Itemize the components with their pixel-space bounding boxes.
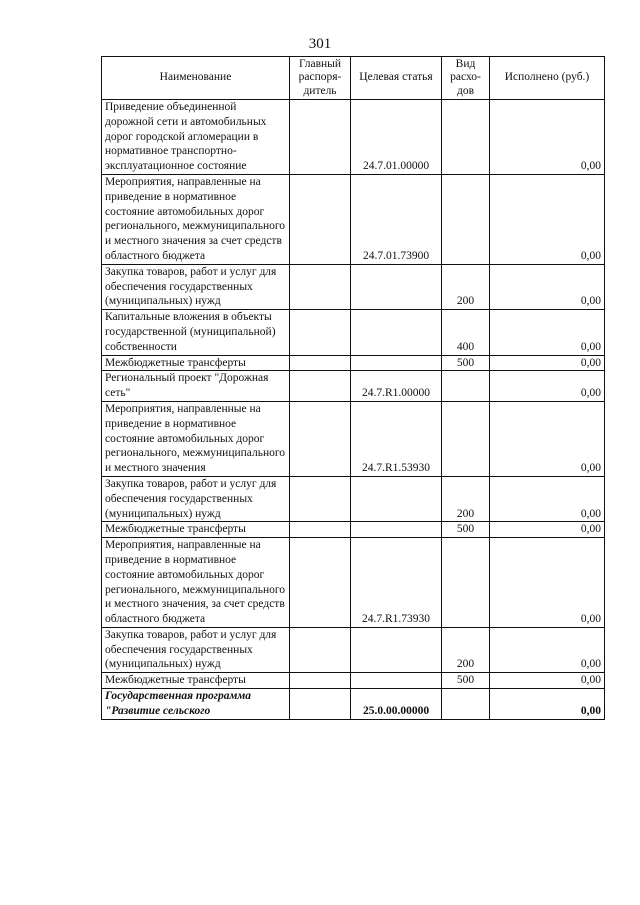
row-main-manager-cell (290, 538, 351, 628)
budget-table (101, 56, 605, 720)
row-executed-cell: 0,00 (490, 476, 605, 521)
row-target-article-cell (351, 264, 442, 309)
row-executed-cell: 0,00 (490, 522, 605, 538)
row-name-cell: Межбюджетные трансферты (102, 355, 290, 371)
row-expense-type-cell (442, 538, 490, 628)
row-name-cell: Закупка товаров, работ и услуг для обеспечения государственных (муниципальных) нужд (102, 627, 290, 672)
table-header (102, 57, 605, 100)
row-expense-type-cell (442, 100, 490, 175)
table-row (102, 100, 605, 175)
row-executed-cell: 0,00 (490, 673, 605, 689)
row-name-cell: Межбюджетные трансферты (102, 522, 290, 538)
row-name-cell: Мероприятия, направленные на приведение в нормативное состояние автомобильных дорог регионального, межмуниципального и местного значения, за счет средств областного бюджета (102, 538, 290, 628)
row-target-article-cell (351, 522, 442, 538)
row-target-article-cell: 24.7.R1.53930 (351, 401, 442, 476)
row-executed-cell: 0,00 (490, 355, 605, 371)
table-body (102, 100, 605, 720)
table-row (102, 355, 605, 371)
row-name-cell: Региональный проект "Дорожная сеть" (102, 371, 290, 402)
table-row (102, 689, 605, 720)
table-row (102, 476, 605, 521)
row-target-article-cell (351, 627, 442, 672)
row-target-article-cell (351, 355, 442, 371)
row-target-article-cell: 24.7.01.00000 (351, 100, 442, 175)
header-target-article: Целевая статья (351, 57, 442, 100)
row-main-manager-cell (290, 673, 351, 689)
row-target-article-cell: 24.7.R1.00000 (351, 371, 442, 402)
row-target-article-cell (351, 673, 442, 689)
table-row (102, 522, 605, 538)
row-executed-cell: 0,00 (490, 100, 605, 175)
header-executed: Исполнено (руб.) (490, 57, 605, 100)
row-name-cell: Закупка товаров, работ и услуг для обеспечения государственных (муниципальных) нужд (102, 264, 290, 309)
row-expense-type-cell: 400 (442, 310, 490, 355)
row-expense-type-cell: 500 (442, 522, 490, 538)
row-main-manager-cell (290, 401, 351, 476)
row-executed-cell: 0,00 (490, 174, 605, 264)
row-name-cell: Мероприятия, направленные на приведение в нормативное состояние автомобильных дорог регионального, межмуниципального и местного значения (102, 401, 290, 476)
row-expense-type-cell (442, 689, 490, 720)
row-target-article-cell (351, 476, 442, 521)
row-target-article-cell: 24.7.R1.73930 (351, 538, 442, 628)
row-executed-cell: 0,00 (490, 627, 605, 672)
row-main-manager-cell (290, 522, 351, 538)
row-main-manager-cell (290, 355, 351, 371)
row-name-cell: Приведение объединенной дорожной сети и автомобильных дорог городской агломерации в нормативное транспортно-эксплуатационное состояние (102, 100, 290, 175)
page-number: 301 (308, 36, 332, 52)
row-main-manager-cell (290, 689, 351, 720)
header-main-manager: Главный распоря-дитель (290, 57, 351, 100)
table-row (102, 401, 605, 476)
row-name-cell: Капитальные вложения в объекты государственной (муниципальной) собственности (102, 310, 290, 355)
table-row (102, 627, 605, 672)
row-expense-type-cell (442, 371, 490, 402)
table-row (102, 264, 605, 309)
row-executed-cell: 0,00 (490, 401, 605, 476)
row-name-cell: Государственная программа "Развитие сельского (102, 689, 290, 720)
row-main-manager-cell (290, 371, 351, 402)
row-executed-cell: 0,00 (490, 371, 605, 402)
row-main-manager-cell (290, 627, 351, 672)
row-name-cell: Мероприятия, направленные на приведение в нормативное состояние автомобильных дорог регионального, межмуниципального и местного значения за счет средств областного бюджета (102, 174, 290, 264)
row-name-cell: Межбюджетные трансферты (102, 673, 290, 689)
header-expense-type: Вид расхо-дов (442, 57, 490, 100)
row-target-article-cell: 25.0.00.00000 (351, 689, 442, 720)
row-expense-type-cell: 200 (442, 627, 490, 672)
row-expense-type-cell: 200 (442, 264, 490, 309)
row-expense-type-cell: 500 (442, 355, 490, 371)
row-expense-type-cell (442, 401, 490, 476)
table-row (102, 310, 605, 355)
table-row (102, 371, 605, 402)
row-executed-cell: 0,00 (490, 689, 605, 720)
row-target-article-cell: 24.7.01.73900 (351, 174, 442, 264)
row-target-article-cell (351, 310, 442, 355)
row-executed-cell: 0,00 (490, 538, 605, 628)
table-row (102, 174, 605, 264)
row-expense-type-cell (442, 174, 490, 264)
header-name: Наименование (102, 57, 290, 100)
row-main-manager-cell (290, 174, 351, 264)
row-main-manager-cell (290, 100, 351, 175)
row-expense-type-cell: 200 (442, 476, 490, 521)
row-main-manager-cell (290, 310, 351, 355)
row-name-cell: Закупка товаров, работ и услуг для обеспечения государственных (муниципальных) нужд (102, 476, 290, 521)
table-row (102, 673, 605, 689)
row-executed-cell: 0,00 (490, 264, 605, 309)
row-main-manager-cell (290, 476, 351, 521)
row-executed-cell: 0,00 (490, 310, 605, 355)
row-main-manager-cell (290, 264, 351, 309)
table-row (102, 538, 605, 628)
row-expense-type-cell: 500 (442, 673, 490, 689)
